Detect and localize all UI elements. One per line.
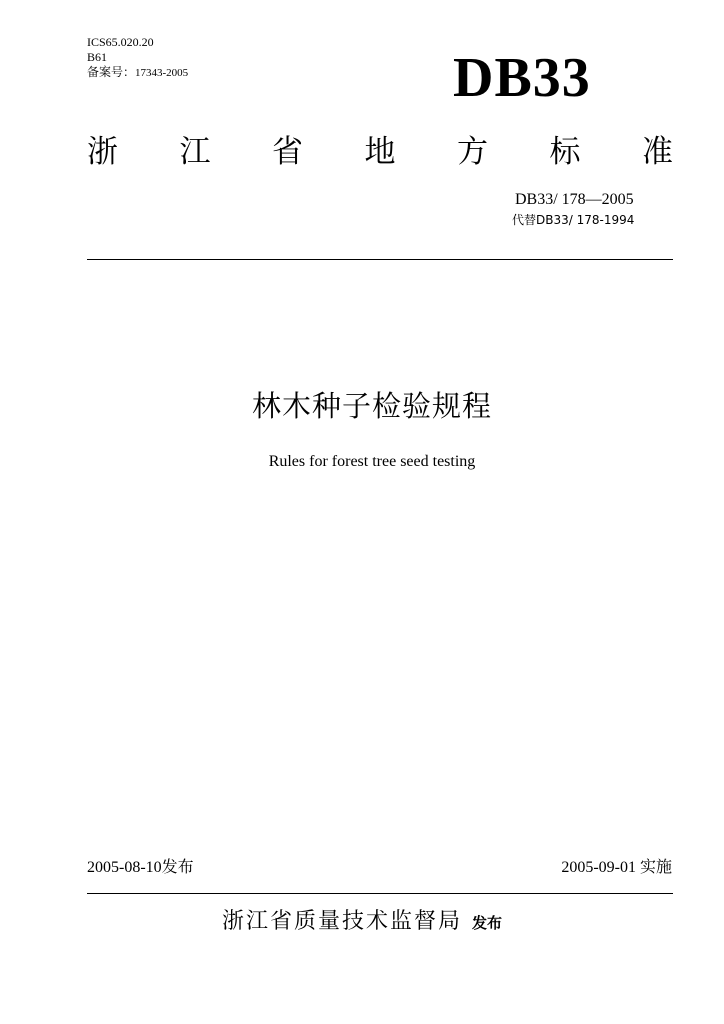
standard-type-char: 浙 [87,134,118,170]
standard-type-char: 标 [549,134,581,170]
ics-code: ICS65.020.20 [87,35,154,49]
issuer-name: 浙江省质量技术监督局 [221,909,462,934]
implement-label: 实施 [639,857,672,876]
issue-label: 发布 [161,857,194,876]
standard-type-char: 江 [179,134,211,170]
standard-type-char: 省 [272,134,303,170]
classification-code: B61 [87,50,108,64]
standard-type-char: 准 [642,134,673,170]
record-number-value: 17343-2005 [135,67,189,79]
record-number [87,65,188,80]
top-divider [87,259,673,260]
document-title-english: Rules for forest tree seed testing [268,453,476,470]
implementation-date [561,857,672,878]
standard-number: DB33/ 178—2005 [515,191,634,208]
issue-date-value: 2005-08-10 [87,859,162,876]
record-label: 备案号： [87,65,136,79]
issuer-verb: 发布 [472,914,503,932]
replaces-standard: 代替DB33/ 178-1994 [512,213,635,227]
document-title: 林木种子检验规程 [251,389,492,423]
implement-date-value: 2005-09-01 [561,859,636,876]
standard-type [87,132,673,172]
bottom-divider [87,893,673,894]
db-logo: DB33 [453,47,591,109]
issue-date [87,857,194,878]
issuer-line [0,905,724,940]
standard-type-char: 地 [364,134,396,170]
standard-type-char: 方 [457,134,488,170]
